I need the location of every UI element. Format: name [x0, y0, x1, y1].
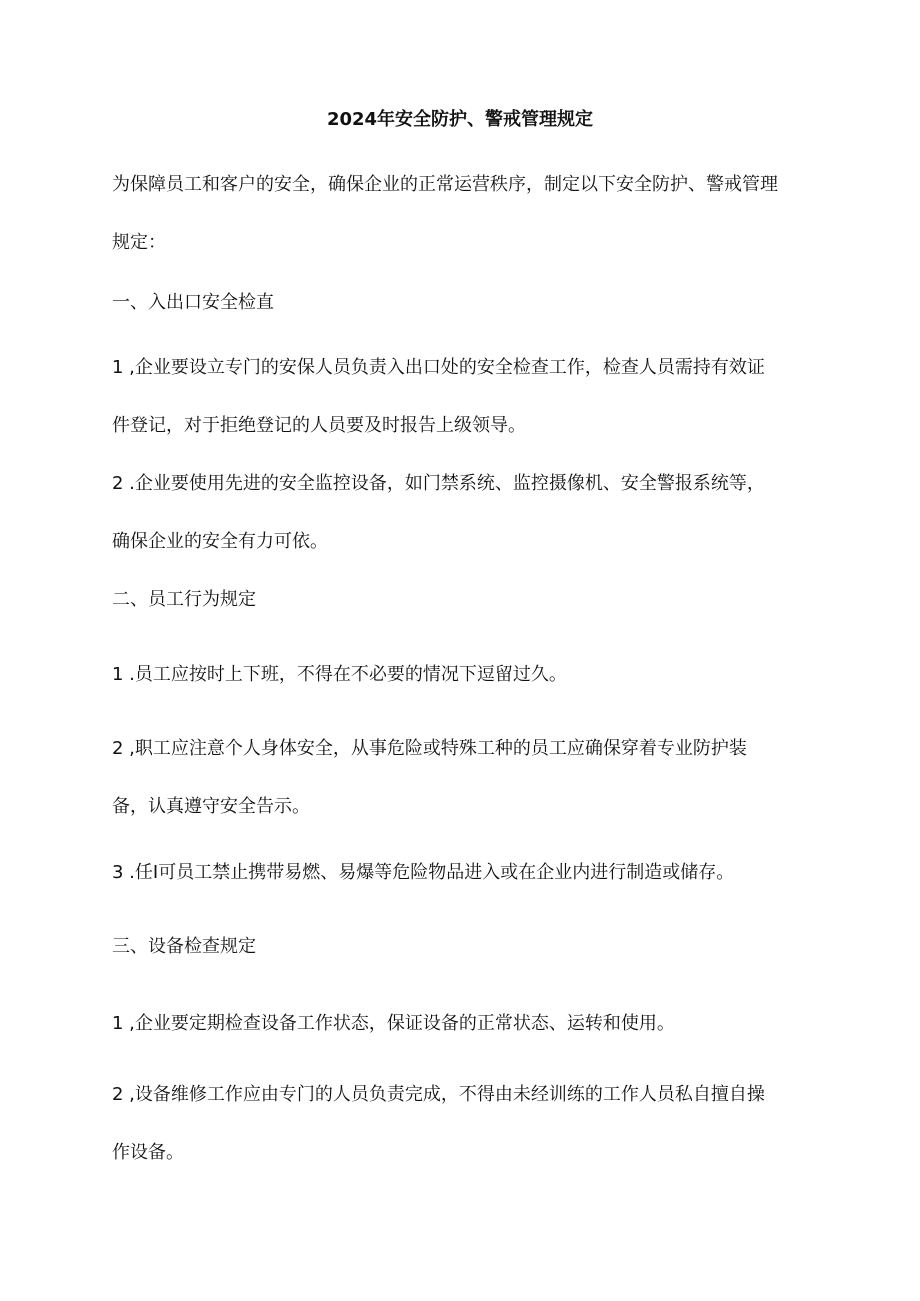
section-heading-text: 二、员工行为规定 [112, 589, 256, 610]
item-line-2: 件登记，对于拒绝登记的人员要及时报告上级领导。 [112, 415, 526, 436]
section-2-heading [112, 571, 812, 629]
item-line-2: 备，认真遵守安全告示。 [112, 796, 310, 817]
section-3-item-1 [112, 995, 812, 1053]
section-heading-text: 一、入出口安全检直 [112, 292, 274, 313]
intro-line-1: 为保障员工和客户的安全，确保企业的正常运营秩序，制定以下安全防护、警戒管理 [112, 174, 778, 195]
section-heading-text: 三、设备检查规定 [112, 936, 256, 957]
section-1-item-1 [112, 339, 812, 455]
intro-paragraph [112, 156, 812, 272]
section-2-item-3 [112, 844, 812, 902]
item-line-1: 1 ,企业要设立专门的安保人员负责入出口处的安全检查工作，检查人员需持有效证 [112, 357, 765, 378]
item-line-1: 1 .员工应按时上下班，不得在不必要的情况下逗留过久。 [112, 664, 567, 685]
section-2-item-2 [112, 720, 812, 836]
item-line-1: 2 ,设备维修工作应由专门的人员负责完成，不得由未经训练的工作人员私自擅自操 [112, 1084, 765, 1105]
item-line-1: 1 ,企业要定期检查设备工作状态，保证设备的正常状态、运转和使用。 [112, 1013, 675, 1034]
section-3-heading [112, 918, 812, 976]
document-title: 2024年安全防护、警戒管理规定 [326, 109, 594, 130]
item-line-1: 2 .企业要使用先进的安全监控设备，如门禁系统、监控摄像机、安全警报系统等， [112, 473, 765, 494]
item-line-1: 3 .任I可员工禁止携带易燃、易爆等危险物品进入或在企业内进行制造或储存。 [112, 862, 735, 883]
intro-line-2: 规定： [112, 232, 166, 253]
item-line-2: 确保企业的安全有力可依。 [112, 531, 328, 552]
section-1-heading [112, 274, 812, 332]
section-2-item-1 [112, 646, 812, 704]
section-3-item-2 [112, 1066, 812, 1182]
item-line-2: 作设备。 [112, 1142, 184, 1163]
section-1-item-2 [112, 455, 812, 571]
item-line-1: 2 ,职工应注意个人身体安全，从事危险或特殊工种的员工应确保穿着专业防护装 [112, 738, 747, 759]
